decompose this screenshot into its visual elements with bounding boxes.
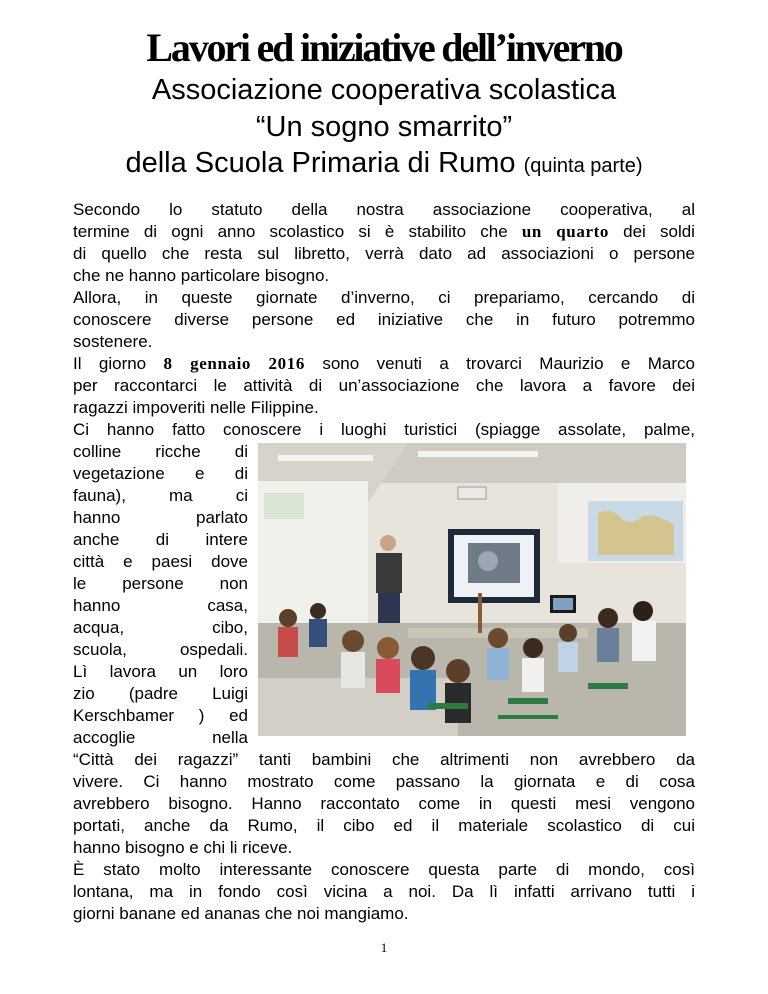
text-line: conoscere diverse persone ed iniziative che in futuro potremmo — [73, 310, 695, 329]
subtitle-part: (quinta parte) — [523, 155, 643, 177]
text-line: per raccontarci le attività di un’associazione che lavora a favore dei — [73, 376, 695, 395]
text-line: giorni banane ed ananas che noi mangiamo. — [73, 904, 409, 923]
text-line: hanno casa, — [73, 596, 248, 615]
text-line: che ne hanno particolare bisogno. — [73, 266, 330, 285]
text-span: dei soldi — [623, 222, 695, 241]
text-line — [73, 353, 695, 375]
text-line: accoglie nella — [73, 728, 248, 747]
text-line: le persone non — [73, 574, 248, 593]
text-line: città e paesi dove — [73, 552, 248, 571]
page-title: Lavori ed iniziative dell’inverno — [146, 25, 622, 70]
article-body-bottom — [73, 749, 695, 925]
text-line: fauna), ma ci — [73, 486, 248, 505]
classroom-photo — [258, 443, 686, 736]
text-line: di quello che resta sul libretto, verrà dato ad associazioni o persone — [73, 244, 695, 263]
text-line: Ci hanno fatto conoscere i luoghi turistici (spiagge assolate, palme, — [73, 420, 695, 439]
text-line: “Città dei ragazzi” tanti bambini che altrimenti non avrebbero da — [73, 750, 695, 769]
text-line: zio (padre Luigi — [73, 684, 248, 703]
classroom-photo-drawing — [258, 443, 686, 736]
highlight-quarter: un quarto — [521, 222, 609, 241]
subtitle-line-2: “Un sogno smarrito” — [255, 111, 513, 143]
text-line: Kerschbamer ) ed — [73, 706, 248, 725]
text-line: vivere. Ci hanno mostrato come passano la giornata e di cosa — [73, 772, 695, 791]
text-line: Allora, in queste giornate d’inverno, ci prepariamo, cercando di — [73, 288, 695, 307]
text-line: ragazzi impoveriti nelle Filippine. — [73, 398, 319, 417]
text-line: lontana, ma in fondo così vicina a noi. Da lì infatti arrivano tutti i — [73, 882, 695, 901]
text-line: sostenere. — [73, 332, 153, 351]
text-line: anche di intere — [73, 530, 248, 549]
subtitle-line-3 — [0, 146, 768, 183]
text-line: avrebbero bisogno. Hanno raccontato come in questi mesi vengono — [73, 794, 695, 813]
text-line: scuola, ospedali. — [73, 640, 248, 659]
text-line — [73, 221, 695, 243]
text-line: È stato molto interessante conoscere questa parte di mondo, così — [73, 860, 695, 879]
subtitle-school: della Scuola Primaria di Rumo — [125, 147, 516, 179]
narrow-text-column — [73, 441, 248, 749]
text-line: hanno bisogno e chi li riceve. — [73, 838, 293, 857]
text-span: termine di ogni anno scolastico si è stabilito che — [73, 222, 508, 241]
article-body-top — [73, 199, 695, 441]
page-number: 1 — [380, 940, 388, 955]
text-line: Lì lavora un loro — [73, 662, 248, 681]
text-line: vegetazione e di — [73, 464, 248, 483]
text-span: Il giorno — [73, 354, 147, 373]
text-line: colline ricche di — [73, 442, 248, 461]
text-line: Secondo lo statuto della nostra associazione cooperativa, al — [73, 200, 695, 219]
text-line: acqua, cibo, — [73, 618, 248, 637]
subtitle-line-1: Associazione cooperativa scolastica — [151, 74, 617, 106]
highlight-date: 8 gennaio 2016 — [163, 354, 305, 373]
text-span: sono venuti a trovarci Maurizio e Marco — [322, 354, 695, 373]
text-line: hanno parlato — [73, 508, 248, 527]
text-line: portati, anche da Rumo, il cibo ed il materiale scolastico di cui — [73, 816, 695, 835]
